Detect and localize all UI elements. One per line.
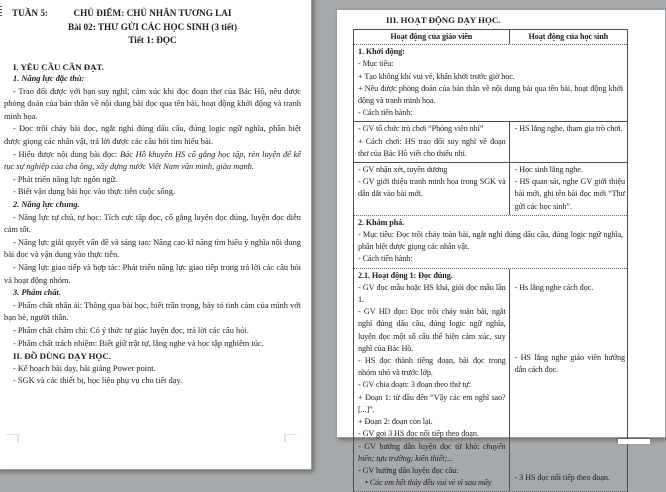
period-title: Tiết 1: ĐỌC [128,35,177,45]
table-header-row [354,30,627,45]
paragraph: - Năng lực giải quyết vấn đề và sáng tạo: Nâng cao kĩ năng tìm hiểu ý nghĩa nội dung bài đọc và vận dụng vào thực tiễn. [4,237,301,260]
cell-teacher: - GV tổ chức trò chơi “Phóng viên nhí” + Cách chơi: HS trao đổi suy nghĩ về đoạn thơ của Bác Hồ viết cho thiếu nhi. [354,122,510,162]
section-heading: II. ĐỒ DÙNG DẠY HỌC. [13,351,111,362]
paragraph: - Phẩm chất nhân ái: Thông qua bài học, biết trân trọng, bày tỏ tình cảm của mình với bạn bè, người thân. [4,300,301,323]
screen-edge-artifact [0,6,2,16]
section-row-kham-pha: 2. Khám phá. - Mục tiêu: Đọc trôi chảy toàn bài, ngắt nghỉ đúng dấu câu, đúng logic ngữ nghĩa, phân biệt được giọng các nhân vật. - Cách tiến hành: [354,215,627,268]
table-header-teacher: Hoạt động của giáo viên [354,30,510,44]
table-header-student: Hoạt động của học sinh [528,32,609,41]
page-left[interactable] [0,0,312,470]
paragraph: - Biết vận dụng bài học vào thực tiễn cuộc sống. [13,187,175,197]
cell-student: - HS lắng nghe, tham gia trò chơi. [514,124,623,134]
table-row-nhan-xet [354,162,627,215]
paragraph: - Hiểu được nội dung bài đọc: Bác Hồ khuyên HS cố gắng học tập, rèn luyện để kế tục sự nghiệp của cha ông, xây dựng nước Việt Nam văn minh, giàu mạnh. [4,149,302,172]
title-line-1 [4,7,301,21]
cell-student: - Học sinh lắng nghe. - HS quan sát, nghe GV giới thiệu bài mới, ghi tên bài đọc mới “Thư gửi các học sinh”. [514,165,625,211]
paragraph: - SGK và các thiết bị, học liệu phụ vụ cho tiết dạy. [13,376,183,386]
paragraph: - Năng lực giao tiếp và hợp tác: Phát triển năng lực giao tiếp trong trả lời các câu hỏi và hoạt động nhóm. [4,263,301,285]
page-margin-mark [6,434,19,442]
section-row-khoi-dong: 1. Khởi động: - Mục tiêu: + Tạo không khí vui vẻ, khấn khởi trước giờ học. + Nêu được phỏng đoán của bản thân về nội dung bài qua tên bài, hoạt động khởi động và tranh minh họa. - Cách tiến hành: [358,47,623,118]
paragraph: - Phẩm chất trách nhiệm: Biết giữ trật tự, lắng nghe và học tập nghiêm túc. [13,338,264,348]
next-page-corner [618,439,650,444]
paragraph: - Kế hoạch bài dạy, bài giảng Power point. [13,363,156,373]
page-margin-mark [284,434,297,442]
cell-student: - Hs lắng nghe cách đọc. - HS lắng nghe giáo viên hướng dẫn cách đọc. - 3 HS đọc nối tiếp theo đoạn. [514,282,625,483]
cell-teacher: 2.1. Hoạt động 1: Đọc đúng. - GV đọc mẫu hoặc HS khá, giỏi đọc mẫu lần 1. - GV HD đọc: Đọc trôi chảy toàn bài, ngắt nghỉ đúng dấu câu, đúng logic ngữ nghĩa, luyện đọc một số câu thể hiện cảm xúc, suy nghĩ của Bác Hồ. - HS đọc thành tiếng đoạn, bài đọc trong nhóm nhỏ và trước lớp. - GV chia đoạn: 3 đoạn theo thứ tự: + Đoạn 1: từ đầu đến “Vậy các em nghĩ sao? [...]”. + Đoạn 2: đoạn còn lại. - GV gọi 3 HS đọc nối tiếp theo đoạn. - GV hướng dẫn luyện đọc từ khó: chuyển biến; tựu trường; kiến thiết;... - GV hướng dẫn luyện đọc câu: • Các em hết thảy đều vui vẻ vì sau mấy [354,269,510,492]
section-heading: III. HOẠT ĐỘNG DẠY HỌC. [386,15,501,25]
subsection-heading: 3. Phẩm chất. [13,288,61,298]
paragraph: - Đọc trôi chảy bài đọc, ngắt nghỉ đúng dấu câu, đúng logic ngữ nghĩa, phân biệt được giọng các nhân vật, trả lời được các câu hỏi tìm hiểu bài. [4,124,301,147]
lesson-plan-body [4,61,301,388]
section-heading: I. YÊU CẦU CẦN ĐẠT. [13,61,104,72]
activity-table [353,29,628,492]
table-row-hoat-dong-1 [354,268,627,492]
theme-title: CHỦ ĐIỂM: CHỦ NHÂN TƯƠNG LAI [73,8,232,18]
doc-header [4,7,301,48]
table-row-tro-choi [354,121,627,162]
subsection-heading: 2. Năng lực chung. [13,200,80,210]
cell-teacher: - GV nhận xét, tuyên dương - GV giới thiệu tranh minh họa trong SGK và dẫn dắt vào bài mới. [354,163,510,215]
week-label: TUẦN 5: [12,8,48,18]
paragraph: - Phát triển năng lực ngôn ngữ. [13,174,118,184]
page-right[interactable] [336,9,666,488]
paragraph: - Phẩm chất chăm chỉ: Có ý thức tự giác luyện đọc, trả lời các câu hỏi. [13,325,249,335]
paragraph: - Trao đổi được với bạn suy nghĩ, cảm xúc khi đọc đoạn thơ của Bác Hồ, nêu được phỏng đoán của bản thân về nội dung bài đọc qua tên bài, hoạt động khởi động và tranh minh họa. [4,86,301,121]
paragraph: - Năng lực tự chủ, tự học: Tích cực tập đọc, cố gắng luyện đọc đúng, luyện đọc diễn cảm tốt. [4,212,301,235]
subsection-heading: 1. Năng lực đặc thù: [13,74,85,84]
lesson-title: Bài 02: THƯ GỬI CÁC HỌC SINH (3 tiết) [67,21,238,32]
